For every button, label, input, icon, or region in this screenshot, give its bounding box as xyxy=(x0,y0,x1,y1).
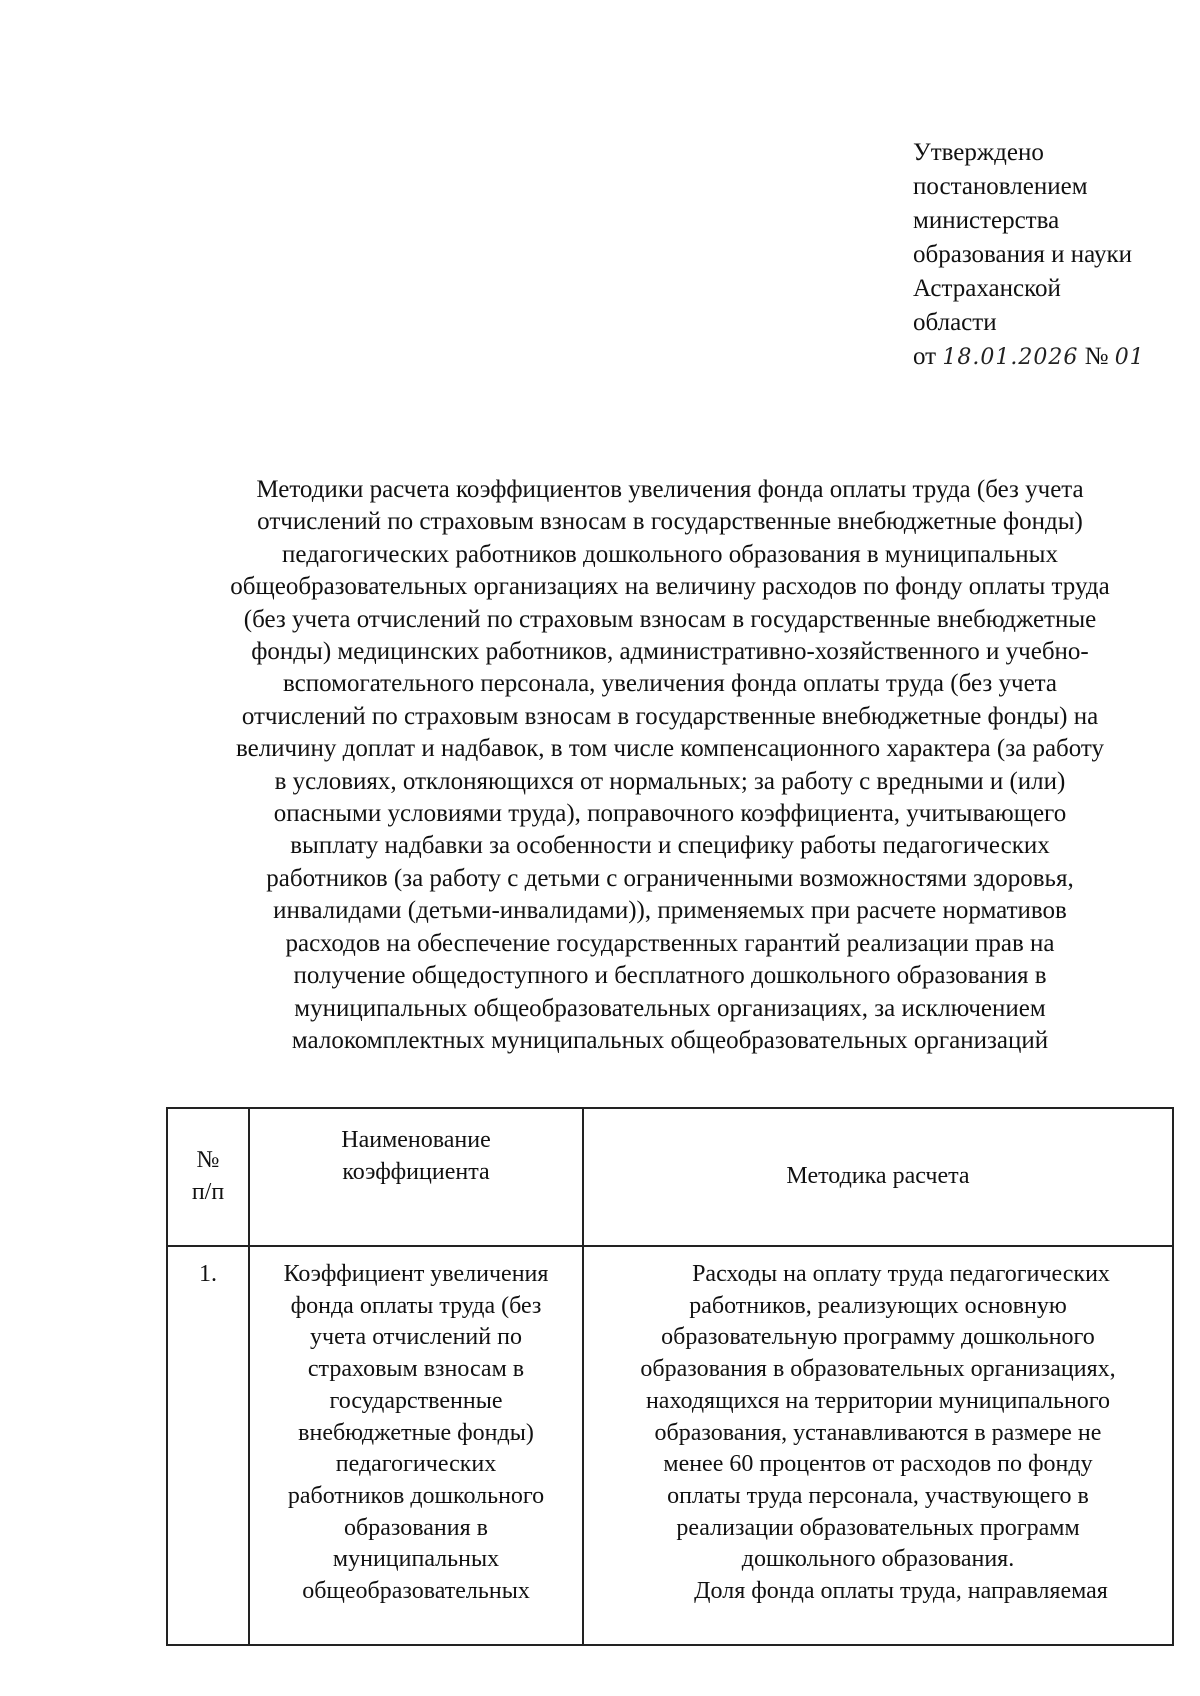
title-line: муниципальных общеобразовательных организациях, за исключением xyxy=(294,994,1046,1022)
method-line: образовательную программу дошкольного xyxy=(661,1324,1095,1351)
name-line: страховым взносам в xyxy=(307,1356,525,1383)
handwritten-number: 01 xyxy=(1114,345,1145,370)
title-line: величину доплат и надбавок, в том числе компенсационного характера (за работу xyxy=(235,735,1105,763)
name-line: внебюджетные фонды) xyxy=(298,1419,534,1446)
title-line: работников (за работу с детьми с ограниченными возможностями здоровья, xyxy=(266,864,1074,892)
approval-line: Астраханской xyxy=(913,275,1061,302)
name-line: педагогических xyxy=(335,1451,497,1478)
approval-stamp-block xyxy=(913,136,1173,375)
coefficients-table xyxy=(166,1107,1174,1646)
title-line: опасными условиями труда), поправочного коэффициента, учитывающего xyxy=(273,800,1067,828)
row-num: 1. xyxy=(167,1246,249,1645)
title-line: получение общедоступного и бесплатного дошкольного образования в xyxy=(293,962,1047,990)
title-line: в условиях, отклоняющихся от нормальных; за работу с вредными и (или) xyxy=(274,767,1066,795)
approval-line: Утверждено xyxy=(913,139,1044,166)
name-line: государственные xyxy=(329,1387,503,1414)
title-line: инвалидами (детьми-инвалидами)), применяемых при расчете нормативов xyxy=(273,897,1067,925)
header-name-line: Наименование xyxy=(341,1127,491,1153)
title-line: общеобразовательных организациях на величину расходов по фонду оплаты труда xyxy=(230,573,1110,601)
approval-line: образования и науки xyxy=(913,241,1132,268)
name-line: учета отчислений по xyxy=(310,1324,522,1351)
method-line: образования в образовательных организациях, xyxy=(640,1356,1116,1383)
method-line: работников, реализующих основную xyxy=(689,1292,1067,1319)
name-line: фонда оплаты труда (без xyxy=(290,1292,542,1319)
name-line: образования в xyxy=(344,1514,488,1541)
document-title xyxy=(150,474,1190,1057)
method-line: Расходы на оплату труда педагогических xyxy=(692,1261,1110,1287)
approval-line: постановлением xyxy=(913,173,1088,200)
row-method xyxy=(583,1246,1173,1645)
title-line: фонды) медицинских работников, административно-хозяйственного и учебно- xyxy=(251,638,1089,666)
title-line: выплату надбавки за особенности и специфику работы педагогических xyxy=(290,832,1050,860)
title-line: вспомогательного персонала, увеличения фонда оплаты труда (без учета xyxy=(282,670,1057,698)
method-line: Доля фонда оплаты труда, направляемая xyxy=(694,1578,1108,1605)
approval-line: области xyxy=(913,309,997,336)
method-line: образования, устанавливаются в размере не xyxy=(654,1419,1102,1446)
table-header-row xyxy=(167,1108,1173,1246)
header-method: Методика расчета xyxy=(583,1108,1173,1246)
name-line: общеобразовательных xyxy=(302,1578,530,1605)
number-sign: № xyxy=(1084,343,1109,370)
title-line: расходов на обеспечение государственных гарантий реализации прав на xyxy=(285,929,1055,957)
header-name-line: коэффициента xyxy=(342,1158,490,1185)
method-line: дошкольного образования. xyxy=(741,1546,1015,1573)
header-num-sign: № xyxy=(196,1147,220,1174)
name-line: работников дошкольного xyxy=(287,1482,545,1509)
row-name xyxy=(249,1246,583,1645)
name-line: муниципальных xyxy=(332,1546,500,1573)
method-line: оплаты труда персонала, участвующего в xyxy=(667,1482,1089,1509)
name-line: Коэффициент увеличения xyxy=(283,1261,549,1287)
approval-date-line xyxy=(913,340,1173,375)
title-line: Методики расчета коэффициентов увеличения фонда оплаты труда (без учета xyxy=(256,476,1084,503)
title-line: отчислений по страховым взносам в государственные внебюджетные фонды) на xyxy=(241,702,1099,730)
method-line: реализации образовательных программ xyxy=(676,1514,1080,1541)
title-line: педагогических работников дошкольного образования в муниципальных xyxy=(282,540,1058,568)
method-line: находящихся на территории муниципального xyxy=(645,1387,1111,1414)
date-prefix: от xyxy=(913,343,937,370)
approval-line: министерства xyxy=(913,207,1060,234)
title-line: малокомплектных муниципальных общеобразовательных организаций xyxy=(291,1026,1049,1054)
table-row xyxy=(167,1246,1173,1645)
title-line: (без учета отчислений по страховым взносам в государственные внебюджетные xyxy=(243,605,1097,633)
header-name xyxy=(249,1108,583,1246)
method-line: менее 60 процентов от расходов по фонду xyxy=(663,1451,1093,1478)
handwritten-date: 18.01.2026 xyxy=(942,345,1079,370)
header-num xyxy=(167,1108,249,1246)
title-line: отчислений по страховым взносам в государственные внебюджетные фонды) xyxy=(257,508,1083,536)
header-num-abbr: п/п xyxy=(191,1179,225,1205)
